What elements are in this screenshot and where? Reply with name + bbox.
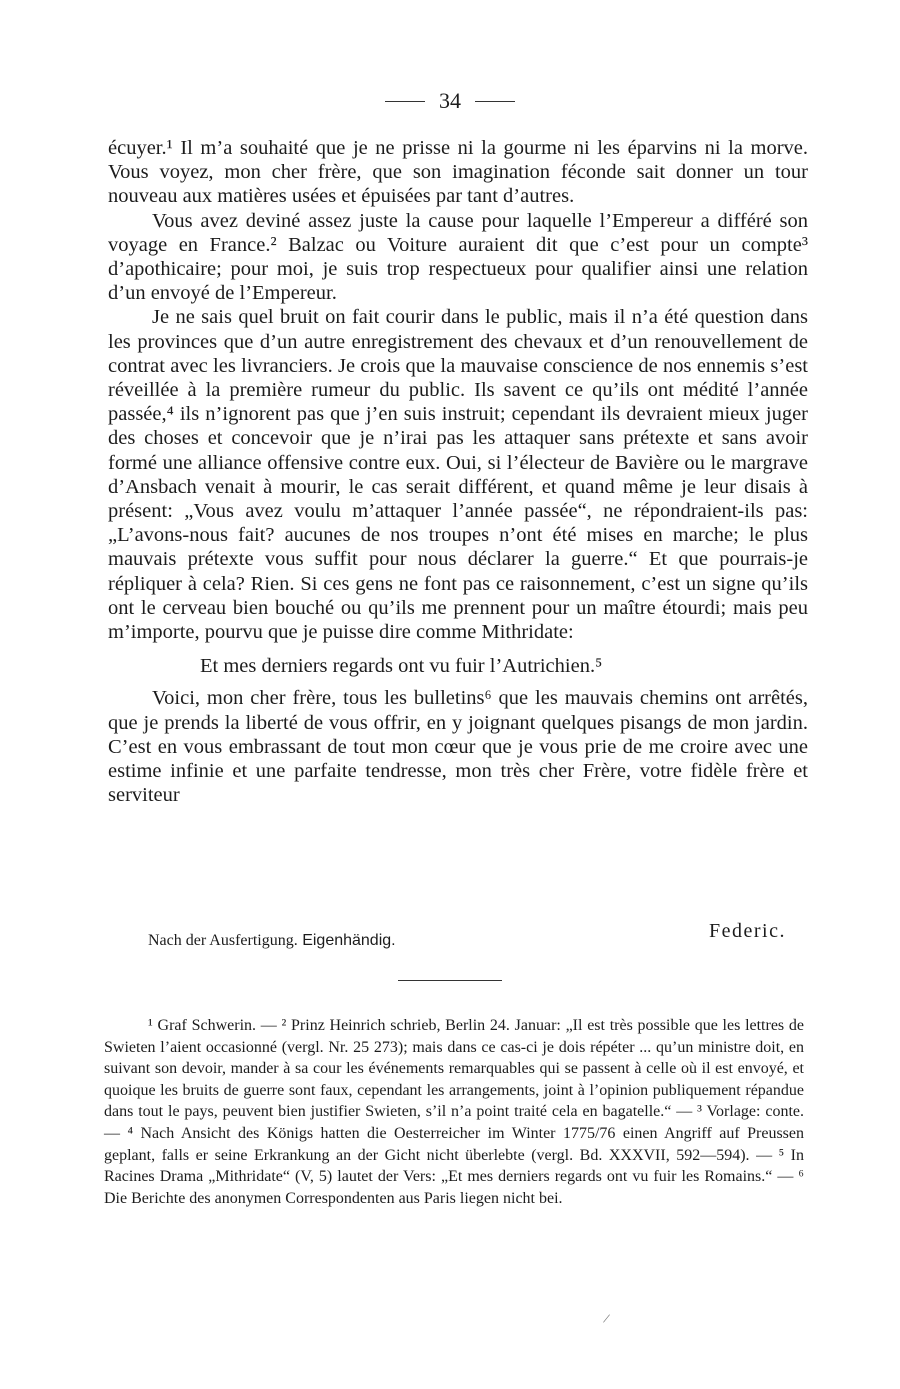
paragraph-3: Je ne sais quel bruit on fait courir dans le public, mais il n’a été question dans les provinces que d’un autre enregistrement des chevaux et d’un renouvellement de contrat avec les livranciers. Je crois que la mauvaise conscience de nos ennemis s’est réveillée à la première rumeur du public. Ils savent ce qu’ils ont médité l’année passée,⁴ ils n’ignorent pas que j’en suis instruit; cependant ils devraient mieux juger des choses et concevoir que je n’irai pas les attaquer sans prétexte et sans avoir formé une alliance offensive contre eux. Oui, si l’électeur de Bavière ou le margrave d’Ansbach venait à mourir, le cas serait différent, et quand même je leur disais à présent: „Vous avez voulu m’attaquer l’année passée“, ne répondraient-ils pas: „L’avons-nous fait? aucunes de nos troupes n’ont été mises en marche; le plus mauvais prétexte vous suffit pour nous déclarer la guerre.“ Et que pourrais-je répliquer à cela? Rien. Si ces gens ne font pas ce raisonnement, c’est un signe qu’ils ont le cerveau bien bouché ou qu’ils me prennent pour un maître étourdi; mais peu m’importe, pourvu que je puisse dire comme Mithridate:	[108, 306, 808, 644]
footnote-text: ¹ Graf Schwerin. — ² Prinz Heinrich schrieb, Berlin 24. Januar: „Il est très possible que les lettres de Swieten l’aient occasionné (vergl. Nr. 25 273); mais dans ce cas-ci je dois répéter ... qu’un ministre doit, en suivant son devoir, mander à sa cour les événements remarquables qui se passent à celle où il est envoyé, et quoique les bruits de guerre sont faux, cependant les arrangements, joint à l’opinion publiquement répandue dans tout le pays, peuvent bien justifier Swieten, s’il n’a point traité cela en bagatelle.“ — ³ Vorlage: conte. — ⁴ Nach Ansicht des Königs hatten die Oesterreicher im Winter 1775/76 einen Angriff auf Preussen geplant, falls er seine Erkrankung an der Gicht nicht überlebte (vergl. Bd. XXXVII, 592—594). — ⁵ In Racines Drama „Mithridate“ (V, 5) lautet der Vers: „Et mes derniers regards ont vu fuir les Romains.“ — ⁶ Die Berichte des anonymen Correspondenten aus Paris liegen nicht bei.	[104, 1017, 804, 1207]
header-rule-right	[475, 101, 515, 102]
source-note	[148, 932, 396, 950]
page-header	[0, 88, 900, 114]
pencil-mark: /	[601, 1311, 611, 1328]
paragraph-4: Voici, mon cher frère, tous les bulletins⁶ que les mauvais chemins ont arrêtés, que je prends la liberté de vous offrir, en y joignant quelques pisangs de mon jardin. C’est en vous embrassant de tout mon cœur que je vous prie de me croire avec une estime infinie et une parfaite tendresse, mon très cher Frère, votre fidèle frère et serviteur	[108, 687, 808, 807]
signature: Federic.	[709, 920, 786, 942]
paragraph-2: Vous avez deviné assez juste la cause pour laquelle l’Empereur a différé son voyage en France.² Balzac ou Voiture auraient dit que c’est pour un compte³ d’apothicaire; pour moi, je suis trop respectueux pour qualifier ainsi une relation d’un envoyé de l’Empereur.	[108, 209, 808, 305]
letter-body	[108, 136, 808, 807]
page-number: 34	[439, 88, 461, 113]
footnotes	[104, 1015, 804, 1209]
paragraph-1: écuyer.¹ Il m’a souhaité que je ne prisse ni la gourme ni les éparvins ni la morve. Vous voyez, mon cher frère, que son imagination féconde sait donner un tour nouveau aux matières usées et épuisées par tant d’autres.	[108, 137, 808, 208]
source-note-origin: Nach der Ausfertigung.	[148, 932, 298, 949]
verse-quote: Et mes derniers regards ont vu fuir l’Autrichien.⁵	[200, 655, 603, 678]
footnote-divider	[398, 980, 502, 981]
source-note-autograph: Eigenhändig.	[302, 932, 396, 949]
letter-closing	[108, 920, 808, 960]
header-rule-left	[385, 101, 425, 102]
